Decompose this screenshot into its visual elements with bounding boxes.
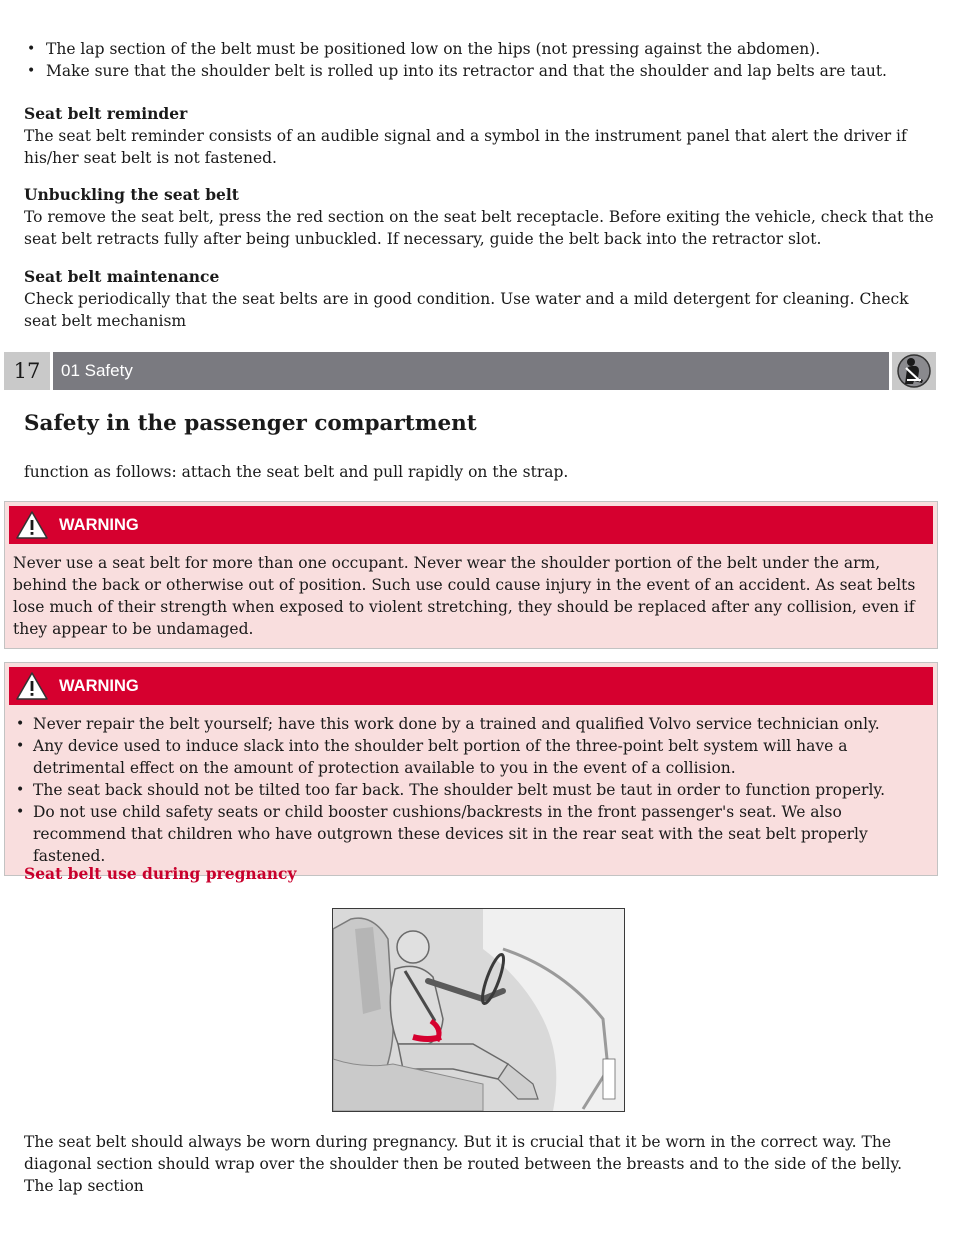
- list-item: • Never repair the belt yourself; have this work done by a trained and qualified Volvo service technician only.: [13, 713, 929, 735]
- warning-triangle-icon: [15, 510, 49, 540]
- unbuckling-heading: Unbuckling the seat belt: [24, 185, 239, 204]
- warning-header: [9, 667, 933, 705]
- list-item: • Any device used to induce slack into the shoulder belt portion of the three-point belt system will have a detrimental effect on the amount of protection available to you in the event of a collision.: [13, 735, 929, 779]
- reminder-heading: Seat belt reminder: [24, 104, 188, 123]
- pregnancy-heading: Seat belt use during pregnancy: [24, 864, 297, 883]
- warning-header: [9, 506, 933, 544]
- maintenance-text: Check periodically that the seat belts are in good condition. Use water and a mild detergent for cleaning. Check seat belt mechanism: [24, 290, 909, 330]
- pregnancy-text: The seat belt should always be worn during pregnancy. But it is crucial that it be worn in the correct way. The diagonal section should wrap over the shoulder then be routed between the breasts and to the side of the belly. The lap section: [24, 1133, 903, 1195]
- maintenance-heading: Seat belt maintenance: [24, 267, 220, 286]
- reminder-text: The seat belt reminder consists of an audible signal and a symbol in the instrument panel that alert the driver if his/her seat belt is not fastened.: [24, 127, 907, 167]
- seatbelt-person-icon: [892, 352, 936, 390]
- chapter-title: 01 Safety: [53, 352, 889, 390]
- list-item: • The seat back should not be tilted too far back. The shoulder belt must be taut in order to function properly.: [13, 779, 929, 801]
- page-title: Safety in the passenger compartment: [24, 411, 477, 436]
- chapter-bar: [4, 352, 936, 390]
- warning-list: [13, 713, 929, 867]
- list-item: • Do not use child safety seats or child booster cushions/backrests in the front passenger's seat. We also recommend that children who have outgrown these devices sit in the rear seat with the seat belt properly fastened.: [13, 801, 929, 867]
- warning-body: [5, 544, 937, 648]
- reminder-section: [24, 103, 936, 169]
- warning-box: [4, 662, 938, 876]
- belt-position-list: [24, 38, 887, 82]
- warning-label: WARNING: [59, 516, 139, 534]
- page-number: 17: [4, 352, 50, 390]
- maintenance-section: [24, 266, 936, 332]
- list-item: • Make sure that the shoulder belt is rolled up into its retractor and that the shoulder and lap belts are taut.: [24, 60, 887, 82]
- warning-body: [5, 705, 937, 875]
- unbuckling-section: [24, 184, 936, 250]
- warning-triangle-icon: [15, 671, 49, 701]
- warning-label: WARNING: [59, 677, 139, 695]
- warning-text: Never use a seat belt for more than one occupant. Never wear the shoulder portion of the belt under the arm, behind the back or otherwise out of position. Such use could cause injury in the event of an accident. As seat belts lose much of their strength when exposed to violent stretching, they should be replaced after any collision, even if they appear to be undamaged.: [13, 554, 916, 638]
- list-item: • The lap section of the belt must be positioned low on the hips (not pressing against the abdomen).: [24, 38, 887, 60]
- unbuckling-text: To remove the seat belt, press the red section on the seat belt receptacle. Before exiting the vehicle, check that the seat belt retracts fully after being unbuckled. If necessary, guide the belt back into the retractor slot.: [24, 208, 934, 248]
- warning-box: [4, 501, 938, 649]
- intro-text: function as follows: attach the seat belt and pull rapidly on the strap.: [24, 463, 569, 481]
- pregnancy-seatbelt-illustration: [332, 908, 625, 1112]
